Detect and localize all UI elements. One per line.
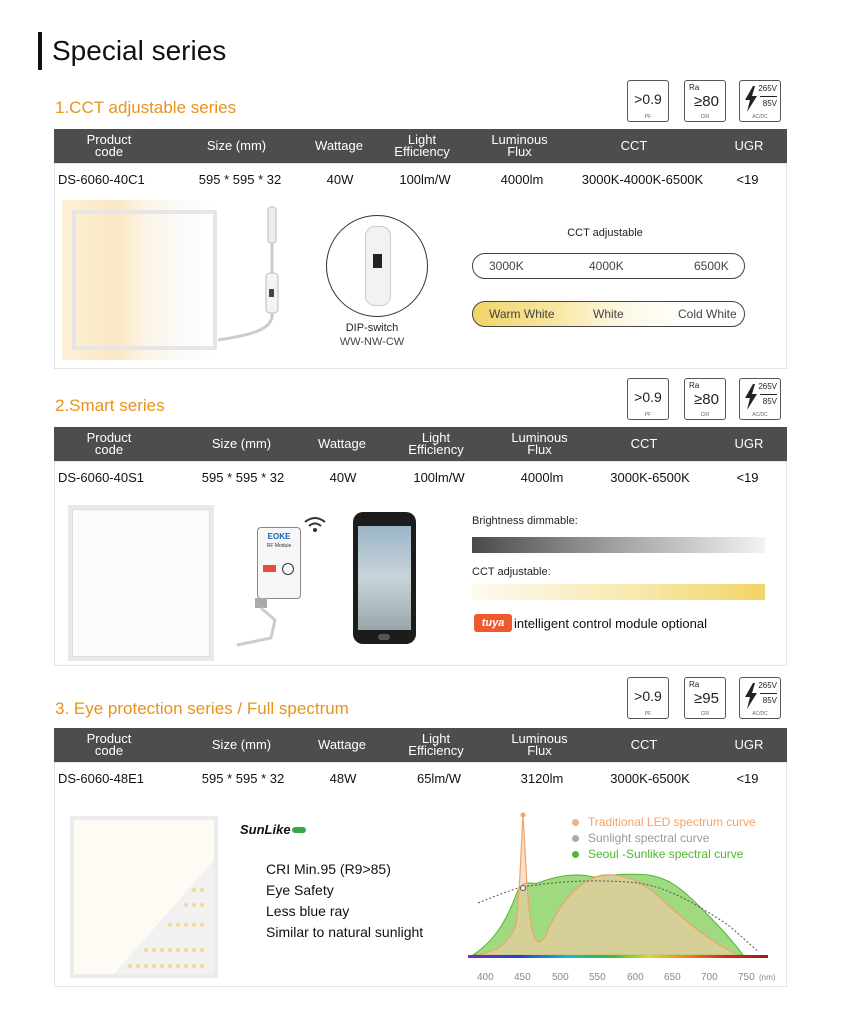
control-module-text: intelligent control module optional [514,616,707,631]
cell-flux: 3120lm [520,771,564,786]
lightning-icon [743,86,759,112]
cri-badge-value: ≥95 [694,690,719,707]
cell-efficiency: 100lm/W [399,172,451,187]
cell-ugr: <19 [736,172,759,187]
smartphone-image [353,512,416,644]
section-2-title: 2.Smart series [55,396,165,415]
x-tick-500: 500 [552,972,569,983]
voltage-low: 85V [762,696,777,705]
cri-badge-ra: Ra [689,680,700,689]
th-ugr: UGR [734,436,764,451]
th-product-code: Product code [86,430,132,457]
th-wattage: Wattage [318,737,366,752]
panel-light-image [70,816,218,978]
cri-badge-value: ≥80 [694,391,719,408]
feature-cri: CRI Min.95 (R9>85) [266,861,391,877]
legend-sunlight: Sunlight spectral curve [588,831,710,845]
pf-badge-value: >0.9 [634,688,662,704]
sunlike-logo-mark [292,827,306,833]
legend-sunlike: Seoul -Sunlike spectral curve [588,847,744,861]
page-title: Special series [38,32,226,70]
cri-badge [684,80,726,122]
feature-eye-safety: Eye Safety [266,882,334,898]
pf-badge [627,378,669,420]
feature-sunlight: Similar to natural sunlight [266,924,424,940]
module-cable [235,520,305,650]
cell-size: 595 * 595 * 32 [201,771,285,786]
th-wattage: Wattage [318,436,366,451]
spectrum-chart [468,805,768,965]
sunlike-logo: SunLike [240,822,291,837]
feature-less-blue: Less blue ray [266,903,350,919]
lightning-icon [743,683,759,709]
cell-wattage: 48W [329,771,357,786]
cell-flux: 4000lm [520,470,564,485]
th-flux: Luminous Flux [491,132,548,159]
brightness-label: Brightness dimmable: [472,515,578,527]
wifi-icon [303,515,327,535]
brightness-gradient-bar [472,537,765,553]
panel-light-image [68,505,214,661]
cri-badge-ra: Ra [689,83,700,92]
th-wattage: Wattage [315,138,363,153]
voltage-badge [739,80,781,122]
cell-cct: 3000K-4000K-6500K [581,172,704,187]
x-tick-600: 600 [627,972,644,983]
panel-light-image [62,200,217,360]
pf-badge [627,80,669,122]
th-efficiency: Light Efficiency [394,132,450,159]
cri-badge [684,378,726,420]
tuya-logo: tuya [474,614,512,632]
x-unit: (nm) [759,973,776,982]
th-size: Size (mm) [211,737,272,752]
pf-badge-value: >0.9 [634,389,662,405]
legend-dot-traditional [572,819,579,826]
section-1-title: 1.CCT adjustable series [55,98,237,117]
cct-adjustable-label: CCT adjustable: [472,566,551,578]
th-flux: Luminous Flux [511,731,568,758]
cct-value-6500: 6500K [694,259,729,273]
white-labels-pill [472,301,745,327]
cell-efficiency: 65lm/W [416,771,462,786]
legend-traditional: Traditional LED spectrum curve [588,815,756,829]
pf-badge [627,677,669,719]
cell-size: 595 * 595 * 32 [198,172,282,187]
cri-badge-value: ≥80 [694,93,719,110]
cell-efficiency: 100lm/W [413,470,465,485]
cri-badge-label: CRI [700,711,710,717]
cell-size: 595 * 595 * 32 [201,470,285,485]
x-tick-650: 650 [664,972,681,983]
th-efficiency: Light Efficiency [408,430,464,457]
cell-ugr: <19 [736,470,759,485]
voltage-badge [739,677,781,719]
lightning-icon [743,384,759,410]
voltage-low: 85V [762,99,777,108]
legend-dot-sunlike [572,851,579,858]
cct-adjustable-title: CCT adjustable [567,227,643,239]
voltage-badge-label: AC/DC [752,412,768,418]
voltage-badge-label: AC/DC [752,711,768,717]
cell-flux: 4000lm [500,172,544,187]
cell-code: DS-6060-48E1 [58,771,144,786]
voltage-badge-label: AC/DC [752,114,768,120]
cct-values-pill [472,253,745,279]
table-header-3 [54,728,787,762]
th-cct: CCT [630,737,658,752]
cold-white-label: Cold White [678,307,737,321]
cell-cct: 3000K-6500K [610,771,690,786]
th-size: Size (mm) [211,436,272,451]
th-cct: CCT [630,436,658,451]
cell-code: DS-6060-40C1 [58,172,145,187]
voltage-high: 265V [758,681,777,690]
warm-white-label: Warm White [489,307,555,321]
module-name: RF Module [266,543,292,549]
x-tick-700: 700 [701,972,718,983]
cri-badge-label: CRI [700,412,710,418]
cct-value-4000: 4000K [589,259,624,273]
cri-badge-ra: Ra [689,381,700,390]
dip-switch-modes: WW-NW-CW [339,336,405,348]
cct-value-3000: 3000K [489,259,524,273]
cell-cct: 3000K-6500K [610,470,690,485]
th-ugr: UGR [734,737,764,752]
cct-gradient-bar [472,584,765,600]
cell-wattage: 40W [329,470,357,485]
pf-badge-label: PF [644,412,652,418]
voltage-badge [739,378,781,420]
cri-badge [684,677,726,719]
pf-badge-value: >0.9 [634,91,662,107]
th-efficiency: Light Efficiency [408,731,464,758]
cri-badge-label: CRI [700,114,710,120]
th-flux: Luminous Flux [511,430,568,457]
legend-dot-sunlight [572,835,579,842]
x-tick-400: 400 [477,972,494,983]
th-size: Size (mm) [206,138,267,153]
pf-badge-label: PF [644,711,652,717]
voltage-high: 265V [758,382,777,391]
th-product-code: Product code [86,731,132,758]
module-brand: EOKE [267,532,291,541]
th-ugr: UGR [734,138,764,153]
white-label: White [593,307,624,321]
table-header-1 [54,129,787,163]
th-cct: CCT [620,138,648,153]
voltage-low: 85V [762,397,777,406]
table-header-2 [54,427,787,461]
th-product-code: Product code [86,132,132,159]
cell-code: DS-6060-40S1 [58,470,144,485]
dip-switch-label: DIP-switch [345,322,399,334]
section-3-title: 3. Eye protection series / Full spectrum [55,699,349,718]
x-tick-450: 450 [514,972,531,983]
x-tick-750: 750 [738,972,755,983]
dip-switch-zoom-circle [326,215,428,317]
voltage-high: 265V [758,84,777,93]
pf-badge-label: PF [644,114,652,120]
cell-ugr: <19 [736,771,759,786]
cell-wattage: 40W [326,172,354,187]
x-tick-550: 550 [589,972,606,983]
dip-switch-icon [373,254,382,268]
dip-switch-cable-icon [210,205,330,345]
